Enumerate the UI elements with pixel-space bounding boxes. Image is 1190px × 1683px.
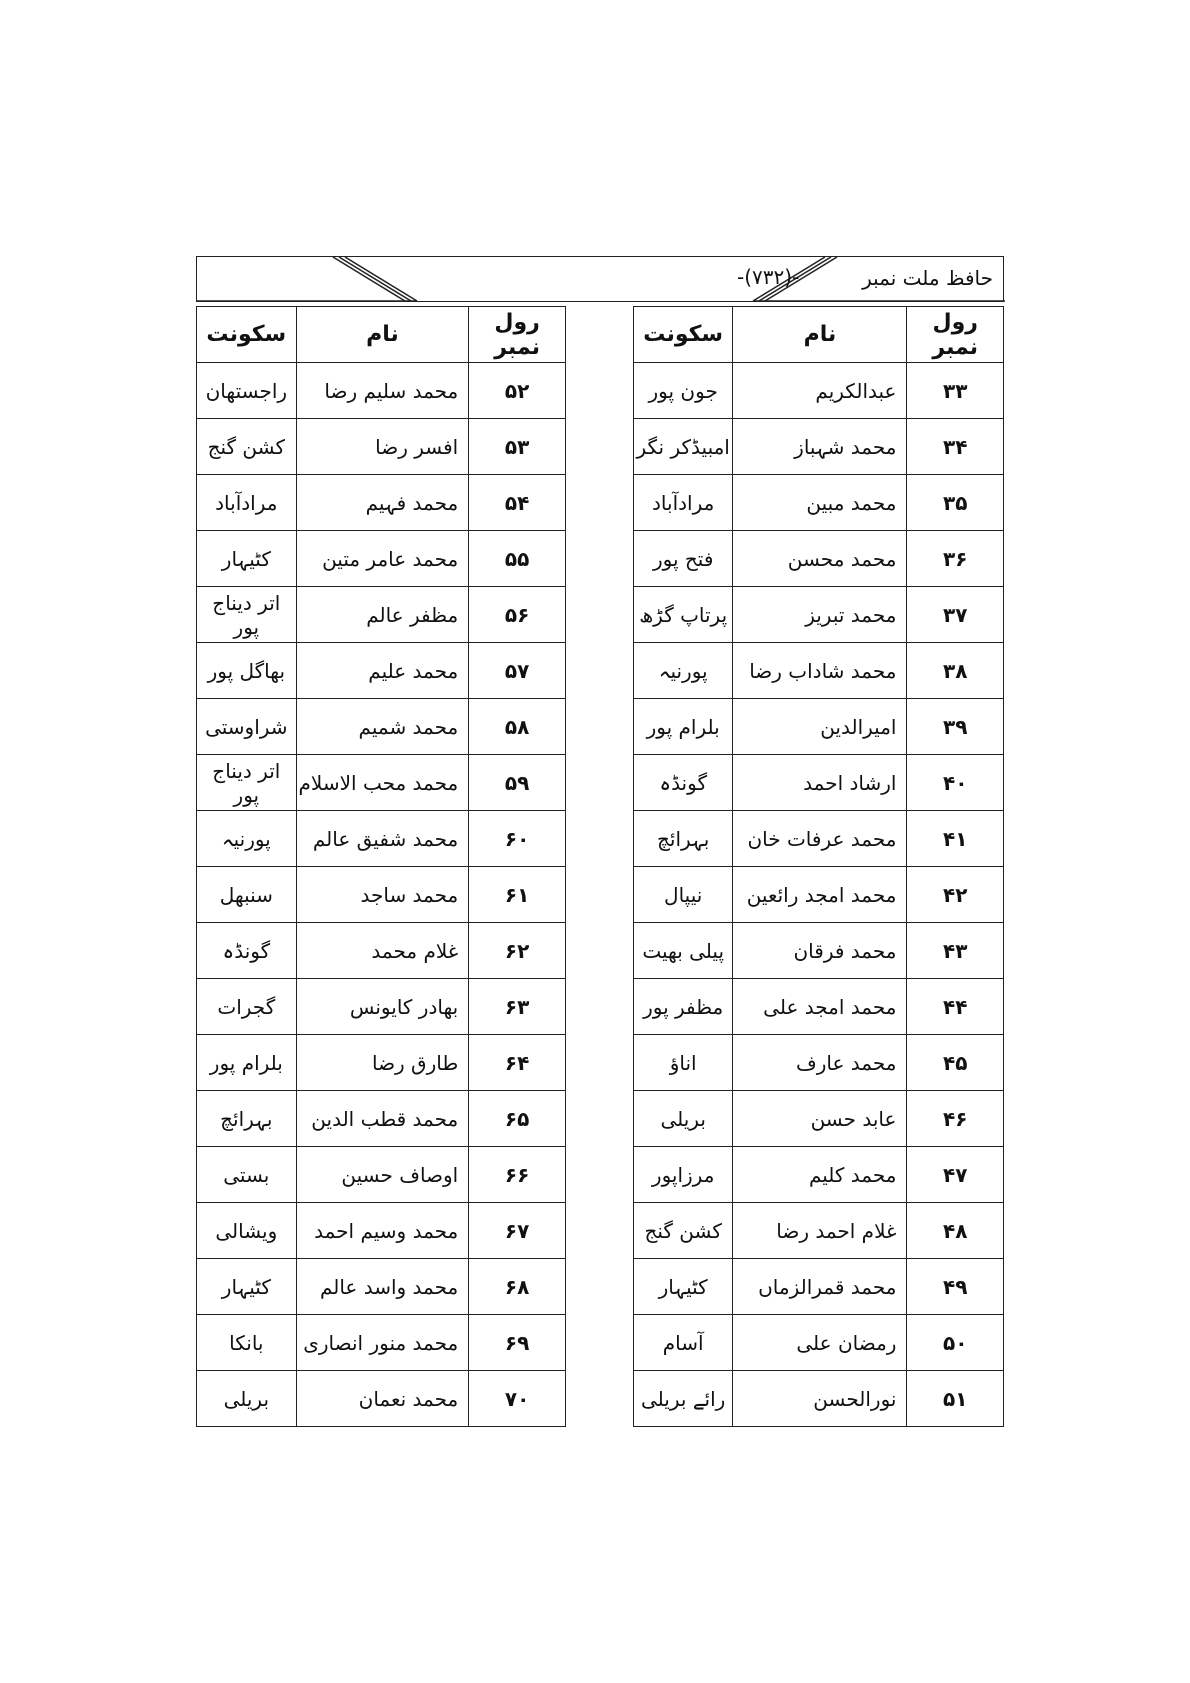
roll-number-cell: ۴۵ [907,1035,1004,1091]
table-row [634,1203,1004,1259]
residence-cell: بریلی [634,1091,733,1147]
column-header-name: نام [733,307,907,363]
page-header [196,256,1004,302]
residence-cell: ویشالی [197,1203,297,1259]
roll-number-cell: ۴۱ [907,811,1004,867]
residence-cell: مرزاپور [634,1147,733,1203]
residence-cell: راجستھان [197,363,297,419]
name-cell: مظفر عالم [296,587,469,643]
table-row [197,979,566,1035]
residence-cell: شراوستی [197,699,297,755]
residence-cell: گونڈہ [634,755,733,811]
residence-cell: پورنیہ [634,643,733,699]
name-cell: محمد فرقان [733,923,907,979]
name-cell: بھادر کایونس [296,979,469,1035]
table-row [634,1147,1004,1203]
table-row [634,419,1004,475]
residence-cell: پرتاپ گڑھ [634,587,733,643]
name-cell: محمد فہیم [296,475,469,531]
column-header-roll: رول نمبر [469,307,566,363]
table-row [634,531,1004,587]
roll-number-cell: ۴۹ [907,1259,1004,1315]
table-row [197,1035,566,1091]
name-cell: محمد محسن [733,531,907,587]
name-cell: محمد عامر متین [296,531,469,587]
residence-cell: اتر دیناج پور [197,587,297,643]
table-row [634,923,1004,979]
table-row [634,643,1004,699]
table-row [634,699,1004,755]
roll-number-cell: ۴۶ [907,1091,1004,1147]
residence-cell: مرادآباد [634,475,733,531]
table-row [634,1371,1004,1427]
name-cell: محمد امجد علی [733,979,907,1035]
residence-cell: بلرام پور [197,1035,297,1091]
name-cell: محمد امجد رائعین [733,867,907,923]
roll-number-cell: ۵۰ [907,1315,1004,1371]
page-number: -(۷۳۲)- [737,265,800,289]
name-cell: محمد عرفات خان [733,811,907,867]
roll-table-left [196,306,566,1427]
name-cell: افسر رضا [296,419,469,475]
table-row [197,699,566,755]
table-row [634,1091,1004,1147]
roll-number-cell: ۵۴ [469,475,566,531]
roll-number-cell: ۳۷ [907,587,1004,643]
roll-number-cell: ۵۵ [469,531,566,587]
roll-number-cell: ۴۷ [907,1147,1004,1203]
roll-number-cell: ۶۳ [469,979,566,1035]
name-cell: محمد علیم [296,643,469,699]
table-row [634,1259,1004,1315]
column-header-roll: رول نمبر [907,307,1004,363]
name-cell: محمد تبریز [733,587,907,643]
column-header-home: سکونت [197,307,297,363]
roll-number-cell: ۳۴ [907,419,1004,475]
residence-cell: کشن گنج [634,1203,733,1259]
table-row [197,811,566,867]
roll-number-cell: ۶۶ [469,1147,566,1203]
roll-number-cell: ۵۳ [469,419,566,475]
table-row [197,587,566,643]
table-row [634,587,1004,643]
residence-cell: پیلی بھیت [634,923,733,979]
name-cell: محمد قمرالزماں [733,1259,907,1315]
table-row [197,1147,566,1203]
table-row [634,363,1004,419]
residence-cell: مرادآباد [197,475,297,531]
residence-cell: امبیڈکر نگر [634,419,733,475]
name-cell: غلام محمد [296,923,469,979]
roll-number-cell: ۶۱ [469,867,566,923]
name-cell: محمد محب الاسلام [296,755,469,811]
name-cell: طارق رضا [296,1035,469,1091]
residence-cell: کٹیہار [197,531,297,587]
table-row [197,363,566,419]
roll-number-cell: ۵۸ [469,699,566,755]
roll-table-right [633,306,1004,1427]
name-cell: محمد شفیق عالم [296,811,469,867]
name-cell: محمد عارف [733,1035,907,1091]
roll-number-cell: ۶۸ [469,1259,566,1315]
residence-cell: آسام [634,1315,733,1371]
table-row [197,755,566,811]
table-row [634,811,1004,867]
roll-number-cell: ۶۴ [469,1035,566,1091]
column-header-home: سکونت [634,307,733,363]
residence-cell: سنبھل [197,867,297,923]
roll-number-cell: ۴۴ [907,979,1004,1035]
name-cell: محمد شاداب رضا [733,643,907,699]
roll-number-cell: ۶۷ [469,1203,566,1259]
roll-number-cell: ۳۸ [907,643,1004,699]
name-cell: محمد منور انصاری [296,1315,469,1371]
residence-cell: اتر دیناج پور [197,755,297,811]
name-cell: محمد مبین [733,475,907,531]
table-row [197,923,566,979]
table-row [197,1371,566,1427]
residence-cell: رائے بریلی [634,1371,733,1427]
publication-title: حافظ ملت نمبر [862,266,993,290]
table-row [197,1315,566,1371]
residence-cell: نیپال [634,867,733,923]
roll-number-cell: ۴۳ [907,923,1004,979]
roll-number-cell: ۳۹ [907,699,1004,755]
residence-cell: بریلی [197,1371,297,1427]
roll-number-cell: ۳۳ [907,363,1004,419]
residence-cell: بہرائچ [634,811,733,867]
roll-number-cell: ۴۰ [907,755,1004,811]
residence-cell: بہرائچ [197,1091,297,1147]
residence-cell: گونڈہ [197,923,297,979]
table-row [634,755,1004,811]
column-header-name: نام [296,307,469,363]
table-row [634,475,1004,531]
residence-cell: فتح پور [634,531,733,587]
roll-number-cell: ۶۲ [469,923,566,979]
table-row [197,419,566,475]
table-header-row [197,307,566,363]
table-row [197,867,566,923]
table-row [197,643,566,699]
name-cell: عبدالکریم [733,363,907,419]
table-row [197,1091,566,1147]
name-cell: محمد شہباز [733,419,907,475]
residence-cell: بھاگل پور [197,643,297,699]
table-row [634,867,1004,923]
table-row [197,475,566,531]
residence-cell: بانکا [197,1315,297,1371]
name-cell: ارشاد احمد [733,755,907,811]
residence-cell: مظفر پور [634,979,733,1035]
name-cell: محمد شمیم [296,699,469,755]
name-cell: امیرالدین [733,699,907,755]
roll-number-cell: ۶۵ [469,1091,566,1147]
name-cell: محمد وسیم احمد [296,1203,469,1259]
name-cell: محمد قطب الدین [296,1091,469,1147]
name-cell: محمد ساجد [296,867,469,923]
roll-number-cell: ۳۶ [907,531,1004,587]
roll-number-cell: ۳۵ [907,475,1004,531]
residence-cell: بلرام پور [634,699,733,755]
table-header-row [634,307,1004,363]
table-row [634,979,1004,1035]
table-row [634,1035,1004,1091]
roll-number-cell: ۶۹ [469,1315,566,1371]
residence-cell: کشن گنج [197,419,297,475]
roll-number-cell: ۵۷ [469,643,566,699]
name-cell: محمد واسد عالم [296,1259,469,1315]
residence-cell: گجرات [197,979,297,1035]
table-row [197,1203,566,1259]
roll-number-cell: ۵۲ [469,363,566,419]
residence-cell: کٹیہار [197,1259,297,1315]
table-row [634,1315,1004,1371]
name-cell: عابد حسن [733,1091,907,1147]
name-cell: رمضان علی [733,1315,907,1371]
roll-number-cell: ۷۰ [469,1371,566,1427]
table-row [197,531,566,587]
roll-number-cell: ۴۲ [907,867,1004,923]
residence-cell: جون پور [634,363,733,419]
roll-number-cell: ۶۰ [469,811,566,867]
roll-number-cell: ۵۹ [469,755,566,811]
roll-number-cell: ۵۶ [469,587,566,643]
residence-cell: بستی [197,1147,297,1203]
name-cell: محمد سلیم رضا [296,363,469,419]
residence-cell: کٹیہار [634,1259,733,1315]
name-cell: اوصاف حسین [296,1147,469,1203]
residence-cell: اناؤ [634,1035,733,1091]
residence-cell: پورنیہ [197,811,297,867]
name-cell: غلام احمد رضا [733,1203,907,1259]
roll-number-cell: ۵۱ [907,1371,1004,1427]
table-row [197,1259,566,1315]
roll-number-cell: ۴۸ [907,1203,1004,1259]
name-cell: نورالحسن [733,1371,907,1427]
name-cell: محمد نعمان [296,1371,469,1427]
name-cell: محمد کلیم [733,1147,907,1203]
